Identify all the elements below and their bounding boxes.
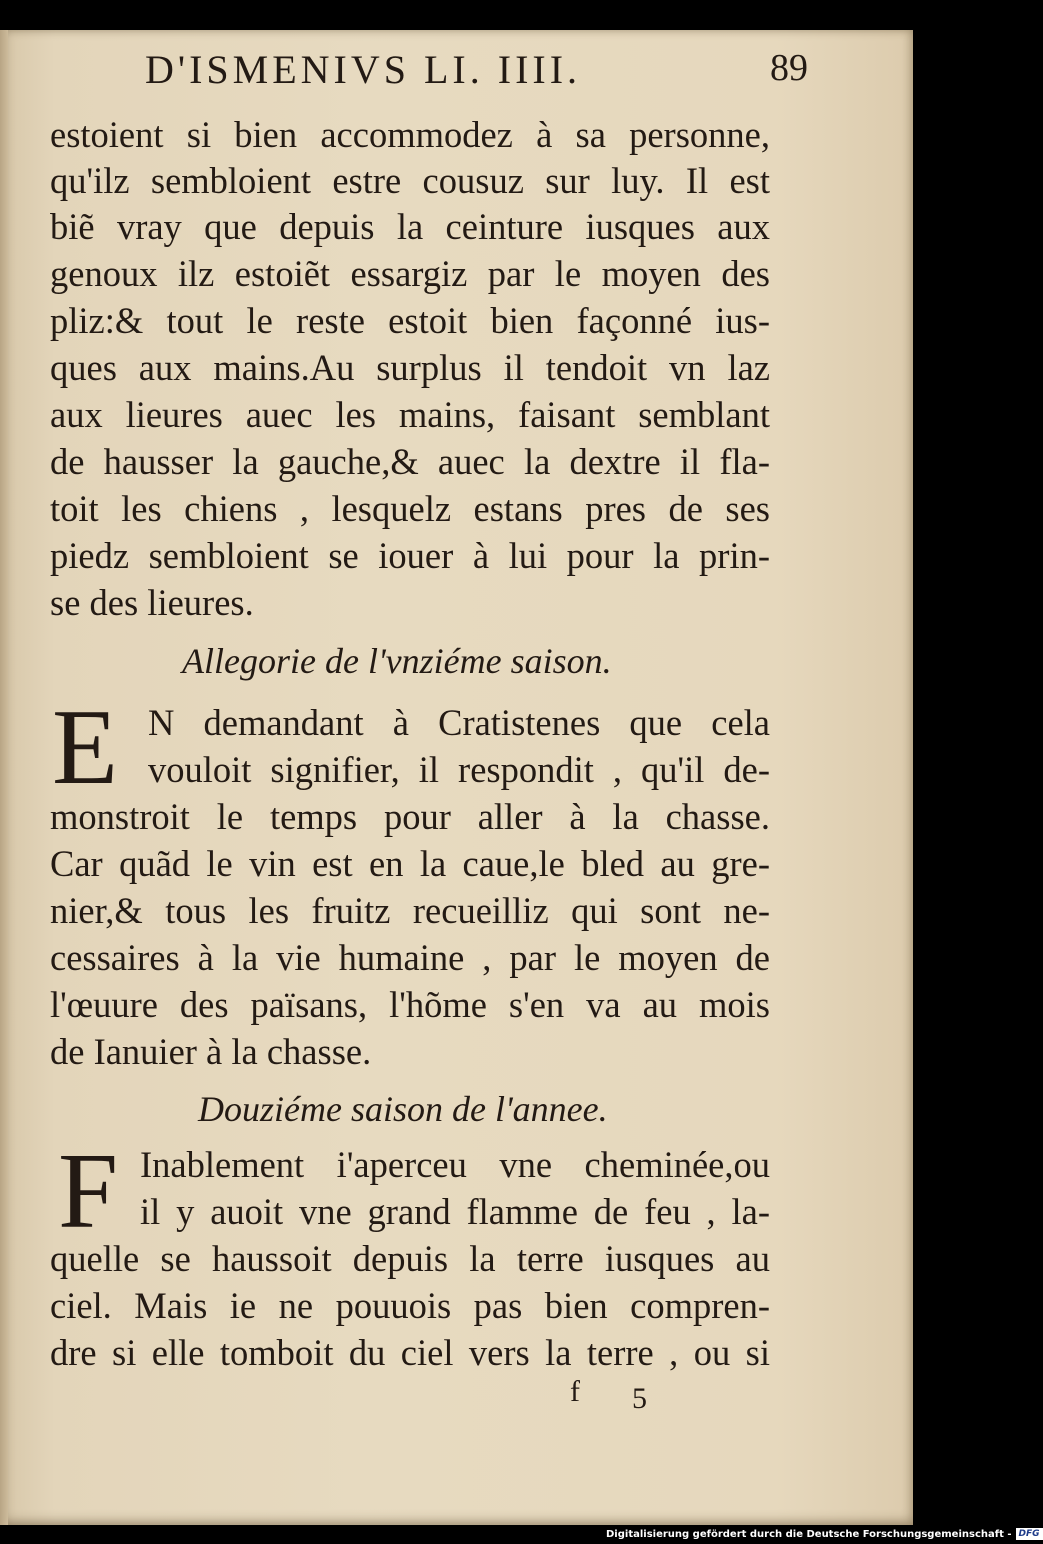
drop-cap: E <box>52 688 118 807</box>
text-line: toit les chiens , lesquelz estans pres de ses <box>50 488 770 529</box>
page-number: 89 <box>770 47 808 89</box>
signature-mark: f <box>570 1375 580 1408</box>
text-line: nier,& tous les fruitz recueilliz qui sont ne- <box>50 890 770 931</box>
text-line: de Ianuier à la chasse. <box>50 1031 372 1072</box>
text-line: aux lieures auec les mains, faisant semblant <box>50 394 770 435</box>
book-page <box>0 30 913 1525</box>
text-line: ciel. Mais ie ne pouuois pas bien compren- <box>50 1285 770 1326</box>
text-line: de hausser la gauche,& auec la dextre il fla- <box>50 441 770 482</box>
dfg-logo: DFG <box>1016 1528 1043 1540</box>
section-heading: Douziéme saison de l'annee. <box>198 1089 608 1129</box>
text-line: vouloit signifier, il respondit , qu'il de- <box>148 749 770 790</box>
signature-number: 5 <box>632 1382 647 1415</box>
text-line: il y auoit vne grand flamme de feu , la- <box>140 1191 770 1232</box>
running-head: D'ISMENIVS LI. IIII. <box>145 47 582 92</box>
funding-text: Digitalisierung gefördert durch die Deutsche Forschungsgemeinschaft - <box>606 1529 1012 1540</box>
text-line: l'œuure des païsans, l'hõme s'en va au mois <box>50 984 770 1025</box>
text-line: piedz sembloient se iouer à lui pour la prin- <box>50 535 770 576</box>
text-line: N demandant à Cratistenes que cela <box>148 702 770 743</box>
drop-cap: F <box>58 1132 119 1251</box>
text-line: se des lieures. <box>50 582 254 623</box>
text-line: Car quãd le vin est en la caue,le bled au gre- <box>50 843 770 884</box>
funding-footer <box>606 1527 1040 1543</box>
text-line: dre si elle tomboit du ciel vers la terre , ou si <box>50 1332 770 1373</box>
text-line: quelle se haussoit depuis la terre iusques au <box>50 1238 770 1279</box>
text-line: pliz:& tout le reste estoit bien façonné ius- <box>50 300 770 341</box>
text-line: Inablement i'aperceu vne cheminée,ou <box>140 1144 770 1185</box>
text-line: monstroit le temps pour aller à la chasse. <box>50 796 770 837</box>
text-line: cessaires à la vie humaine , par le moyen de <box>50 937 770 978</box>
text-line: qu'ilz sembloient estre cousuz sur luy. Il est <box>50 160 770 201</box>
text-line: ques aux mains.Au surplus il tendoit vn laz <box>50 347 770 388</box>
page-gutter <box>0 30 8 1525</box>
text-line: estoient si bien accommodez à sa personne, <box>50 114 770 155</box>
text-line: genoux ilz estoiẽt essargiz par le moyen des <box>50 253 770 294</box>
section-heading: Allegorie de l'vnziéme saison. <box>182 641 612 681</box>
text-line: biẽ vray que depuis la ceinture iusques aux <box>50 206 770 247</box>
